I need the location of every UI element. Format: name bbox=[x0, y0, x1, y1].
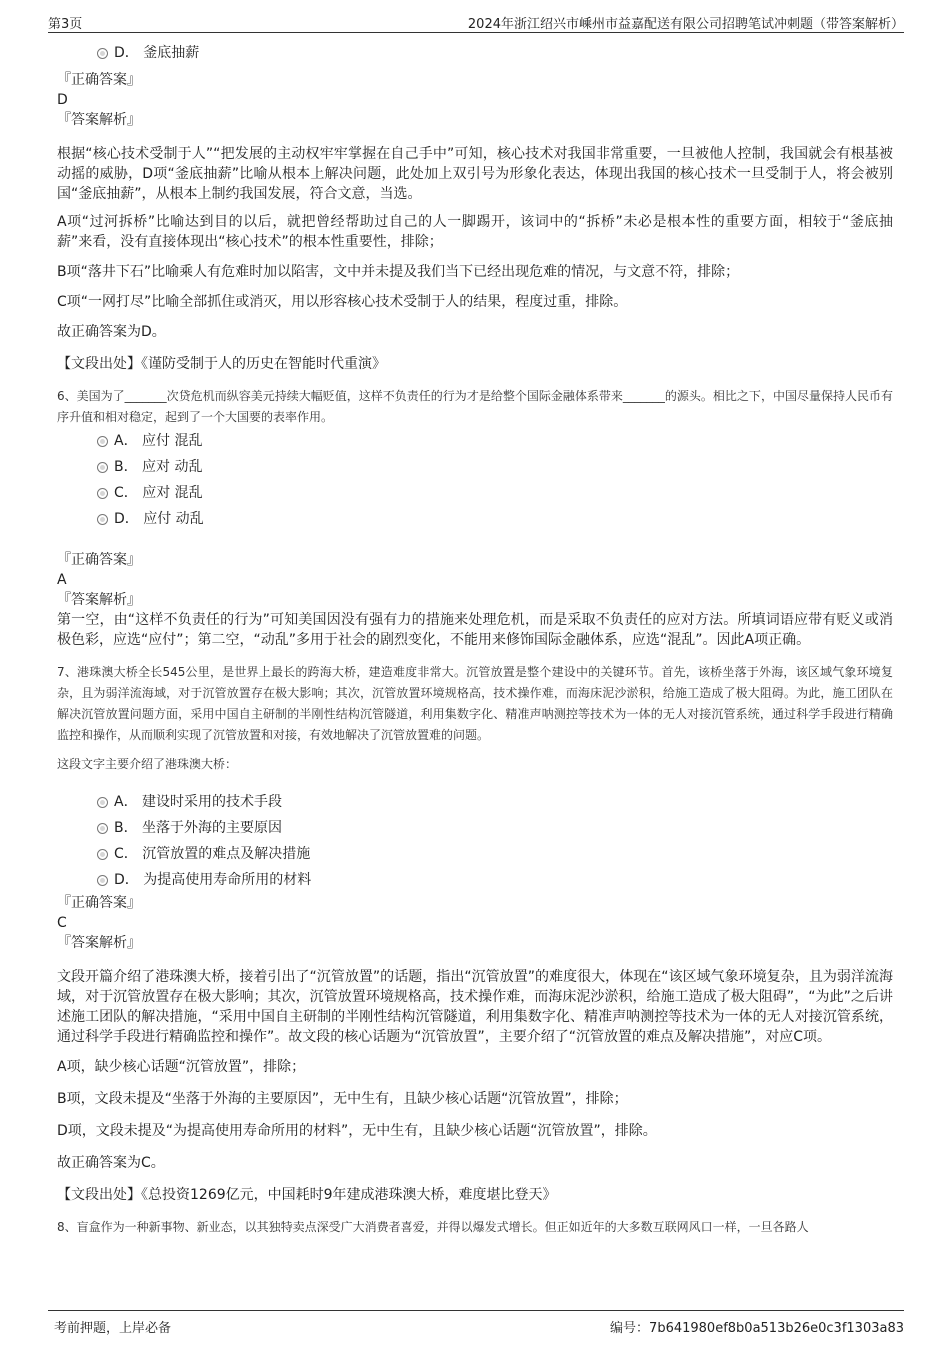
option-label: D． 为提高使用寿命所用的材料 bbox=[114, 872, 312, 888]
option-q7-a[interactable] bbox=[57, 789, 893, 815]
question-8: 8、盲盒作为一种新事物、新业态，以其独特卖点深受广大消费者喜爱，并得以爆发式增长。但正如近年的大多数互联网风口一样，一旦各路人 bbox=[57, 1220, 809, 1234]
option-label: B． 坐落于外海的主要原因 bbox=[114, 820, 283, 836]
analysis-paragraph: D项，文段未提及“为提高使用寿命所用的材料”，无中生有，且缺少核心话题“沉管放置”，排除。 bbox=[57, 1123, 657, 1139]
analysis-paragraph: 根据“核心技术受制于人”“把发展的主动权牢牢掌握在自己手中”可知，核心技术对我国非常重要，一旦被他人控制，我国就会有根基被动摇的威胁，D项“釜底抽薪”比喻从根本上解决问题，此处加上双引号为形象化表达，体现出我国的核心技术一旦受制于人，将会被别国“釜底抽薪”，从根本上制约我国发展，符合文意，当选。 bbox=[57, 146, 893, 202]
option-label: D． 釜底抽薪 bbox=[114, 45, 200, 61]
source-citation: 【文段出处】《总投资1269亿元，中国耗时9年建成港珠澳大桥，难度堪比登天》 bbox=[57, 1187, 557, 1203]
analysis-paragraph: B项“落井下石”比喻乘人有危难时加以陷害，文中并未提及我们当下已经出现危难的情况，与文意不符，排除； bbox=[57, 264, 740, 280]
radio-icon[interactable] bbox=[97, 849, 108, 860]
document-id: 编号：7b641980ef8b0a513b26e0c3f1303a83 bbox=[610, 1321, 904, 1336]
footer-slogan: 考前押题，上岸必备 bbox=[54, 1321, 172, 1336]
option-label: D． 应付 动乱 bbox=[114, 511, 204, 527]
document-body bbox=[57, 40, 893, 1238]
radio-icon[interactable] bbox=[97, 488, 108, 499]
analysis-label: 『答案解析』 bbox=[57, 112, 141, 128]
answer-label: 『正确答案』 bbox=[57, 72, 141, 88]
analysis-conclusion: 故正确答案为D。 bbox=[57, 324, 166, 340]
analysis-paragraph: A项“过河拆桥”比喻达到目的以后，就把曾经帮助过自己的人一脚踢开，该词中的“拆桥”未必是根本性的重要方面，相较于“釜底抽薪”来看，没有直接体现出“核心技术”的根本性重要性，排除； bbox=[57, 214, 893, 250]
option-label: B． 应对 动乱 bbox=[114, 459, 203, 475]
option-q7-d[interactable] bbox=[57, 867, 893, 893]
answer-value: D bbox=[57, 92, 68, 108]
option-label: A． 应付 混乱 bbox=[114, 433, 203, 449]
answer-label: 『正确答案』 bbox=[57, 552, 141, 568]
analysis-paragraph: A项，缺少核心话题“沉管放置”，排除； bbox=[57, 1059, 306, 1075]
option-q6-a[interactable] bbox=[57, 428, 893, 454]
radio-icon[interactable] bbox=[97, 823, 108, 834]
analysis-label: 『答案解析』 bbox=[57, 592, 141, 608]
document-title: 2024年浙江绍兴市嵊州市益嘉配送有限公司招聘笔试冲刺题（带答案解析） bbox=[467, 17, 904, 32]
analysis-paragraph: 第一空，由“这样不负责任的行为”可知美国因没有强有力的措施来处理危机，而是采取不负责任的应对方法。所填词语应带有贬义或消极色彩，应选“应付”；第二空，“动乱”多用于社会的剧烈变化，不能用来修饰国际金融体系，应选“混乱”。因此A项正确。 bbox=[57, 612, 893, 648]
option-q5-d[interactable] bbox=[57, 40, 893, 66]
answer-value: A bbox=[57, 572, 67, 588]
question-6: 6、美国为了_______次贷危机而纵容美元持续大幅贬值，这样不负责任的行为才是给整个国际金融体系带来_______的源头。相比之下，中国尽量保持人民币有序升值和相对稳定，起到了一个大国要的表率作用。 bbox=[57, 389, 893, 424]
question-7: 7、港珠澳大桥全长545公里，是世界上最长的跨海大桥，建造难度非常大。沉管放置是整个建设中的关键环节。首先，该桥坐落于外海，该区域气象环境复杂，且为弱洋流海域，对于沉管放置存在极大影响；其次，沉管放置环境规格高，技术操作难，而海床泥沙淤积，给施工造成了极大阻碍。为此，施工团队在解决沉管放置问题方面，采用中国自主研制的半刚性结构沉管隧道，利用集数字化、精准声呐测控等技术为一体的无人对接沉管系统，通过科学手段进行精确监控和操作，从而顺利实现了沉管放置和对接，有效地解决了沉管放置难的问题。 bbox=[57, 665, 893, 742]
analysis-paragraph: B项，文段未提及“坐落于外海的主要原因”，无中生有，且缺少核心话题“沉管放置”，排除； bbox=[57, 1091, 628, 1107]
radio-icon[interactable] bbox=[97, 462, 108, 473]
option-label: C． 应对 混乱 bbox=[114, 485, 203, 501]
question-prompt: 这段文字主要介绍了港珠澳大桥： bbox=[57, 757, 238, 771]
answer-value: C bbox=[57, 915, 67, 931]
option-label: A． 建设时采用的技术手段 bbox=[114, 794, 283, 810]
analysis-label: 『答案解析』 bbox=[57, 935, 141, 951]
radio-icon[interactable] bbox=[97, 436, 108, 447]
source-citation: 【文段出处】《谨防受制于人的历史在智能时代重演》 bbox=[57, 356, 386, 372]
answer-label: 『正确答案』 bbox=[57, 895, 141, 911]
page-footer bbox=[48, 1310, 904, 1335]
option-q7-b[interactable] bbox=[57, 815, 893, 841]
option-label: C． 沉管放置的难点及解决措施 bbox=[114, 846, 311, 862]
analysis-paragraph: C项“一网打尽”比喻全部抓住或消灭，用以形容核心技术受制于人的结果，程度过重，排除。 bbox=[57, 294, 628, 310]
option-q7-c[interactable] bbox=[57, 841, 893, 867]
page-header bbox=[48, 10, 904, 33]
analysis-conclusion: 故正确答案为C。 bbox=[57, 1155, 165, 1171]
radio-icon[interactable] bbox=[97, 875, 108, 886]
radio-icon[interactable] bbox=[97, 797, 108, 808]
option-q6-d[interactable] bbox=[57, 506, 893, 532]
radio-icon[interactable] bbox=[97, 48, 108, 59]
page-number: 第3页 bbox=[48, 17, 83, 32]
option-q6-b[interactable] bbox=[57, 454, 893, 480]
analysis-paragraph: 文段开篇介绍了港珠澳大桥，接着引出了“沉管放置”的话题，指出“沉管放置”的难度很大，体现在“该区域气象环境复杂，且为弱洋流海域，对于沉管放置存在极大影响；其次，沉管放置环境规格高，技术操作难，而海床泥沙淤积，给施工造成了极大阻碍”，“为此”之后讲述施工团队的解决措施，“采用中国自主研制的半刚性结构沉管隧道，利用集数字化、精准声呐测控等技术为一体的无人对接沉管系统，通过科学手段进行精确监控和操作”。故文段的核心话题为“沉管放置”，主要介绍了“沉管放置的难点及解决措施”，对应C项。 bbox=[57, 969, 893, 1045]
radio-icon[interactable] bbox=[97, 514, 108, 525]
option-q6-c[interactable] bbox=[57, 480, 893, 506]
